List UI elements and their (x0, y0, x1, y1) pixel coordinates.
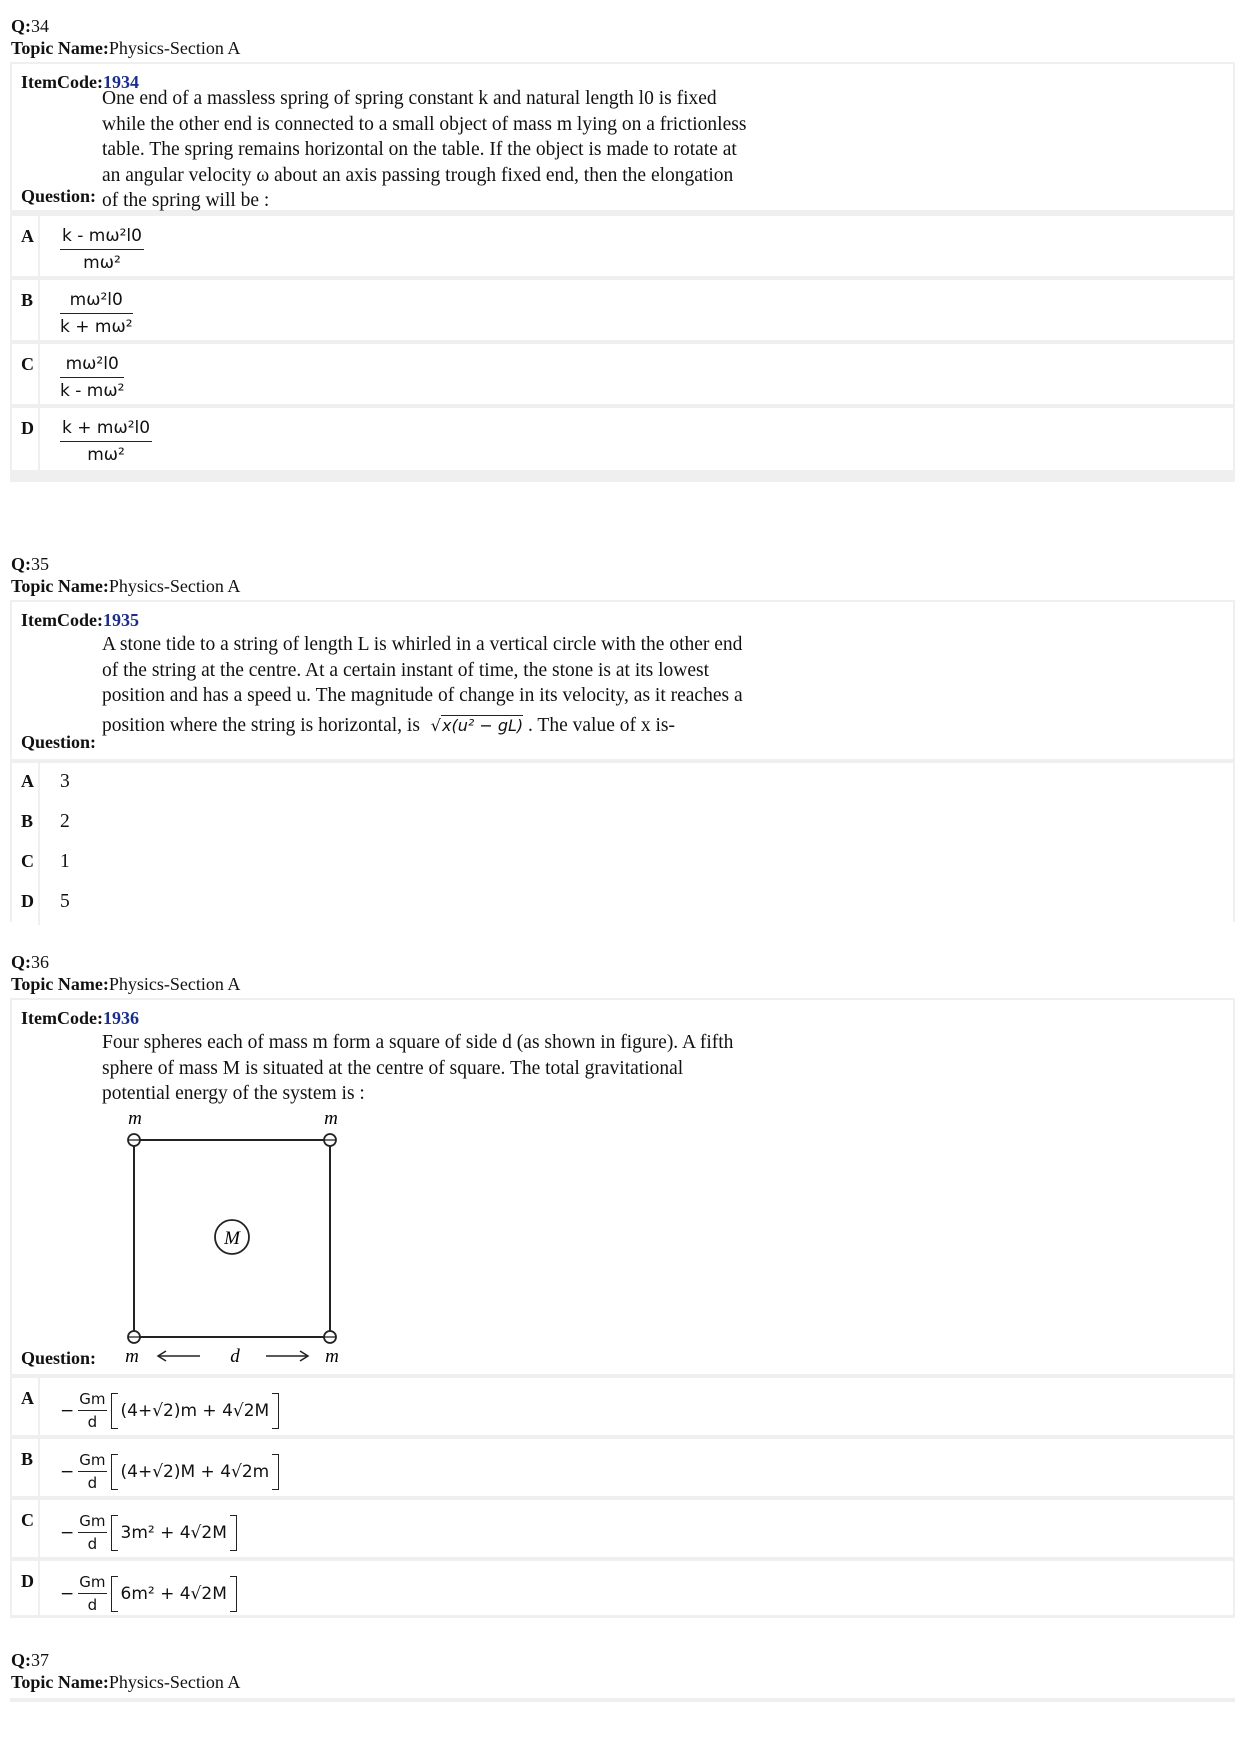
side-length-label: d (230, 1346, 240, 1367)
math-expression: − $\frac{Gm}{d}$ 3m² + 4√2M (60, 1512, 237, 1553)
question-text: A stone tide to a string of length L is whirled in a vertical circle with the other end of the string at the centre. At a certain instant of time, the stone is at its lowest position and has a speed u. The magnitude of change in its velocity, as it reaches a position where the string is horizontal, is √x(u² − gL) . The value of x is- (102, 632, 862, 738)
option-b[interactable]: B 2 (12, 803, 1233, 845)
fraction: $\frac{\text{mω²l0}}{\text{k + mω²}}$ (60, 290, 133, 337)
option-a[interactable]: A $\frac{\text{k - mω²l0}}{\text{mω²}}$ (12, 216, 1233, 276)
question-box (12, 1000, 1233, 1374)
corner-mass-label-tr: m (324, 1110, 338, 1129)
topic-37: Topic Name:Physics-Section A (11, 1672, 241, 1692)
corner-mass-label-bl: m (125, 1346, 139, 1367)
question-box (12, 64, 1233, 210)
corner-mass-label-tl: m (128, 1110, 142, 1129)
item-code: ItemCode:1934 (21, 72, 139, 92)
option-d[interactable]: D $\frac{\text{k + mω²l0}}{\text{mω²}}$ (12, 408, 1233, 470)
option-c[interactable]: C − $\frac{Gm}{d}$ 3m² + 4√2M (12, 1500, 1233, 1557)
question-panel-37 (10, 1698, 1235, 1702)
root-expression: √x(u² − gL) (430, 715, 524, 735)
option-d[interactable]: D − $\frac{Gm}{d}$ 6m² + 4√2M (12, 1561, 1233, 1615)
corner-mass-label-br: m (325, 1346, 339, 1367)
option-c[interactable]: C 1 (12, 843, 1233, 885)
square-mass-figure (102, 1110, 362, 1372)
question-number-37: Q:37 (11, 1650, 49, 1670)
math-expression: − $\frac{Gm}{d}$ (4+√2)M + 4√2m (60, 1451, 279, 1492)
item-code: ItemCode:1936 (21, 1008, 139, 1028)
option-a[interactable]: A − $\frac{Gm}{d}$ (4+√2)m + 4√2M (12, 1378, 1233, 1435)
option-a[interactable]: A 3 (12, 763, 1233, 805)
math-expression: − $\frac{Gm}{d}$ (4+√2)m + 4√2M (60, 1390, 279, 1431)
option-c[interactable]: C $\frac{\text{mω²l0}}{\text{k - mω²}}$ (12, 344, 1233, 404)
question-text: Four spheres each of mass m form a square of side d (as shown in figure). A fifth sphere of mass M is situated at the centre of square. The total gravitational potential energy of the system is : (102, 1032, 734, 1104)
question-panel-34 (10, 62, 1235, 482)
item-code: ItemCode:1935 (21, 610, 139, 630)
question-number-34: Q:34 (11, 16, 49, 36)
option-d[interactable]: D 5 (12, 883, 1233, 925)
question-label: Question: (21, 732, 97, 752)
question-number-36: Q:36 (11, 952, 49, 972)
option-b[interactable]: B − $\frac{Gm}{d}$ (4+√2)M + 4√2m (12, 1439, 1233, 1496)
fraction: $\frac{\text{k - mω²l0}}{\text{mω²}}$ (62, 226, 142, 273)
question-label: Question: (21, 186, 97, 206)
topic-36: Topic Name:Physics-Section A (11, 974, 241, 994)
question-panel-36 (10, 998, 1235, 1618)
option-b[interactable]: B $\frac{\text{mω²l0}}{\text{k + mω²}}$ (12, 280, 1233, 340)
question-text: One end of a massless spring of spring constant k and natural length l0 is fixed while the other end is connected to a small object of mass m lying on a frictionless table. The spring remains horizontal on the table. If the object is made to rotate at an angular velocity ω about an axis passing trough fixed end, then the elongation of the spring will be : (102, 88, 747, 211)
fraction: $\frac{\text{k + mω²l0}}{\text{mω²}}$ (62, 418, 151, 465)
topic-34: Topic Name:Physics-Section A (11, 38, 241, 58)
fraction: $\frac{\text{mω²l0}}{\text{k - mω²}}$ (60, 354, 125, 401)
math-expression: − $\frac{Gm}{d}$ 6m² + 4√2M (60, 1573, 237, 1614)
topic-35: Topic Name:Physics-Section A (11, 576, 241, 596)
question-box (12, 602, 1233, 759)
question-number-35: Q:35 (11, 554, 49, 574)
center-mass-label: M (224, 1228, 240, 1249)
question-panel-35 (10, 600, 1235, 922)
question-label: Question: (21, 1348, 97, 1368)
